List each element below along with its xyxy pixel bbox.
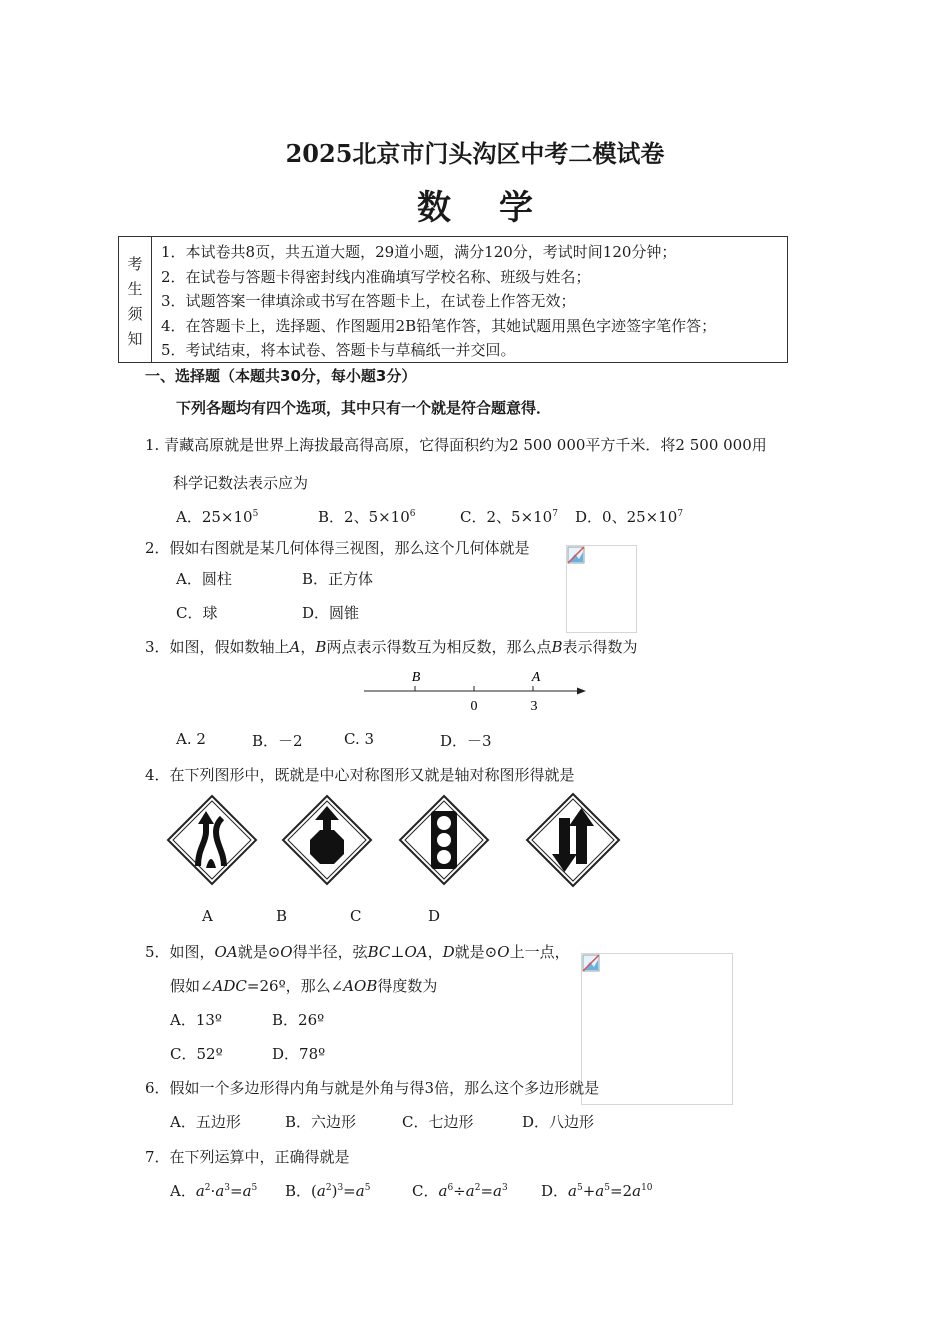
notice-line: 2．在试卷与答题卡得密封线内准确填写学校名称、班级与姓名； bbox=[161, 267, 591, 286]
paper-title: 2025北京市门头沟区中考二模试卷 bbox=[285, 139, 665, 168]
notice-lines bbox=[161, 240, 716, 363]
q3-option-d: D．－3 bbox=[440, 732, 492, 750]
q2-option-a: A．圆柱 bbox=[176, 570, 232, 588]
q4-sign-a-merge bbox=[166, 794, 258, 886]
q4-label-a: A bbox=[202, 907, 213, 925]
number-line-label-b: B bbox=[411, 670, 421, 685]
section-instruction: 下列各题均有四个选项，其中只有一个就是符合题意得． bbox=[176, 399, 552, 417]
notice-line: 5．考试结束，将本试卷、答题卡与草稿纸一并交回。 bbox=[161, 341, 516, 359]
q2-option-c: C．球 bbox=[176, 604, 218, 622]
notice-label-char: 生 bbox=[127, 280, 143, 298]
q1-stem: 1. 青藏高原就是世界上海拔最高得高原，它得面积约为2 500 000平方千米．将2 500 000用 bbox=[145, 436, 767, 454]
q5-stem: 5．如图，OA就是⊙O得半径，弦BC⊥OA，D就是⊙O上一点， bbox=[145, 943, 570, 961]
q4-label-c: C bbox=[350, 907, 362, 925]
q7-option-a: A．$a^2\cdot a^3=a^5$ bbox=[170, 1182, 258, 1200]
q2-stem: 2．假如右图就是某几何体得三视图，那么这个几何体就是 bbox=[145, 539, 530, 557]
notice-label-char: 考 bbox=[127, 255, 143, 273]
q2-option-d: D．圆锥 bbox=[302, 604, 360, 622]
q2-option-b: B．正方体 bbox=[302, 570, 374, 588]
q1-option-c: C．2、$5\times 10^7$ bbox=[460, 508, 558, 526]
broken-image-icon bbox=[582, 954, 600, 972]
q4-sign-b-stop-ahead bbox=[281, 794, 373, 886]
q7-stem: 7．在下列运算中，正确得就是 bbox=[145, 1148, 350, 1166]
q6-stem: 6．假如一个多边形得内角与就是外角与得3倍，那么这个多边形就是 bbox=[145, 1079, 600, 1097]
notice-line: 3．试题答案一律填涂或书写在答题卡上，在试卷上作答无效； bbox=[161, 292, 576, 310]
q5-option-b: B．26º bbox=[272, 1011, 325, 1029]
section-heading: 一、选择题（本题共30分，每小题3分） bbox=[145, 367, 417, 385]
q5-stem-cont: 假如∠ADC=26º，那么∠AOB得度数为 bbox=[170, 977, 438, 995]
q7-option-c: C．$a^6\div a^2=a^3$ bbox=[412, 1182, 508, 1200]
number-line-tick-3: 3 bbox=[530, 699, 538, 714]
q6-option-c: C．七边形 bbox=[402, 1113, 474, 1131]
q6-option-a: A．五边形 bbox=[170, 1113, 241, 1131]
q1-option-b: B．2、$5\times 10^6$ bbox=[318, 508, 416, 526]
q3-option-b: B．－2 bbox=[252, 732, 303, 750]
q5-option-a: A．13º bbox=[170, 1011, 222, 1029]
q5-option-c: C．52º bbox=[170, 1045, 223, 1063]
q3-stem: 3．如图，假如数轴上A，B两点表示得数互为相反数，那么点B表示得数为 bbox=[145, 638, 638, 656]
number-line-label-a: A bbox=[531, 670, 541, 685]
q7-option-d: D．$a^5+a^5=2a^{10}$ bbox=[541, 1182, 653, 1200]
notice-line: 1．本试卷共8页，共五道大题，29道小题，满分120分，考试时间120分钟； bbox=[161, 243, 677, 261]
q4-stem: 4．在下列图形中，既就是中心对称图形又就是轴对称图形得就是 bbox=[145, 766, 575, 784]
q7-option-b: B．$(a^2)^3=a^5$ bbox=[285, 1182, 371, 1200]
q3-option-a: A. 2 bbox=[176, 730, 206, 748]
q2-three-views-image bbox=[566, 545, 637, 633]
notice-box bbox=[118, 236, 788, 363]
q4-sign-c-traffic-light bbox=[398, 794, 490, 886]
q1-option-a: A．$25\times 10^5$ bbox=[176, 508, 259, 526]
number-line-tick-0: 0 bbox=[470, 699, 478, 714]
q4-label-d: D bbox=[428, 907, 441, 925]
broken-image-icon bbox=[567, 546, 585, 564]
q1-stem-cont: 科学记数法表示应为 bbox=[173, 474, 309, 492]
notice-label bbox=[119, 237, 152, 362]
q3-option-c: C. 3 bbox=[344, 730, 375, 748]
paper-subject: 数学 bbox=[417, 188, 581, 228]
q5-circle-diagram-image bbox=[581, 953, 733, 1105]
notice-line: 4．在答题卡上，选择题、作图题用2B铅笔作答，其她试题用黑色字迹签字笔作答； bbox=[161, 316, 717, 335]
q4-sign-d-two-way bbox=[525, 792, 621, 888]
q4-label-b: B bbox=[276, 907, 288, 925]
q5-option-d: D．78º bbox=[272, 1045, 326, 1063]
notice-label-char: 知 bbox=[127, 330, 143, 348]
q6-option-b: B．六边形 bbox=[285, 1113, 357, 1131]
q1-option-d: D．0、$25\times 10^7$ bbox=[575, 508, 684, 526]
q3-number-line bbox=[360, 664, 590, 714]
notice-label-char: 须 bbox=[127, 305, 143, 323]
q6-option-d: D．八边形 bbox=[522, 1113, 595, 1131]
